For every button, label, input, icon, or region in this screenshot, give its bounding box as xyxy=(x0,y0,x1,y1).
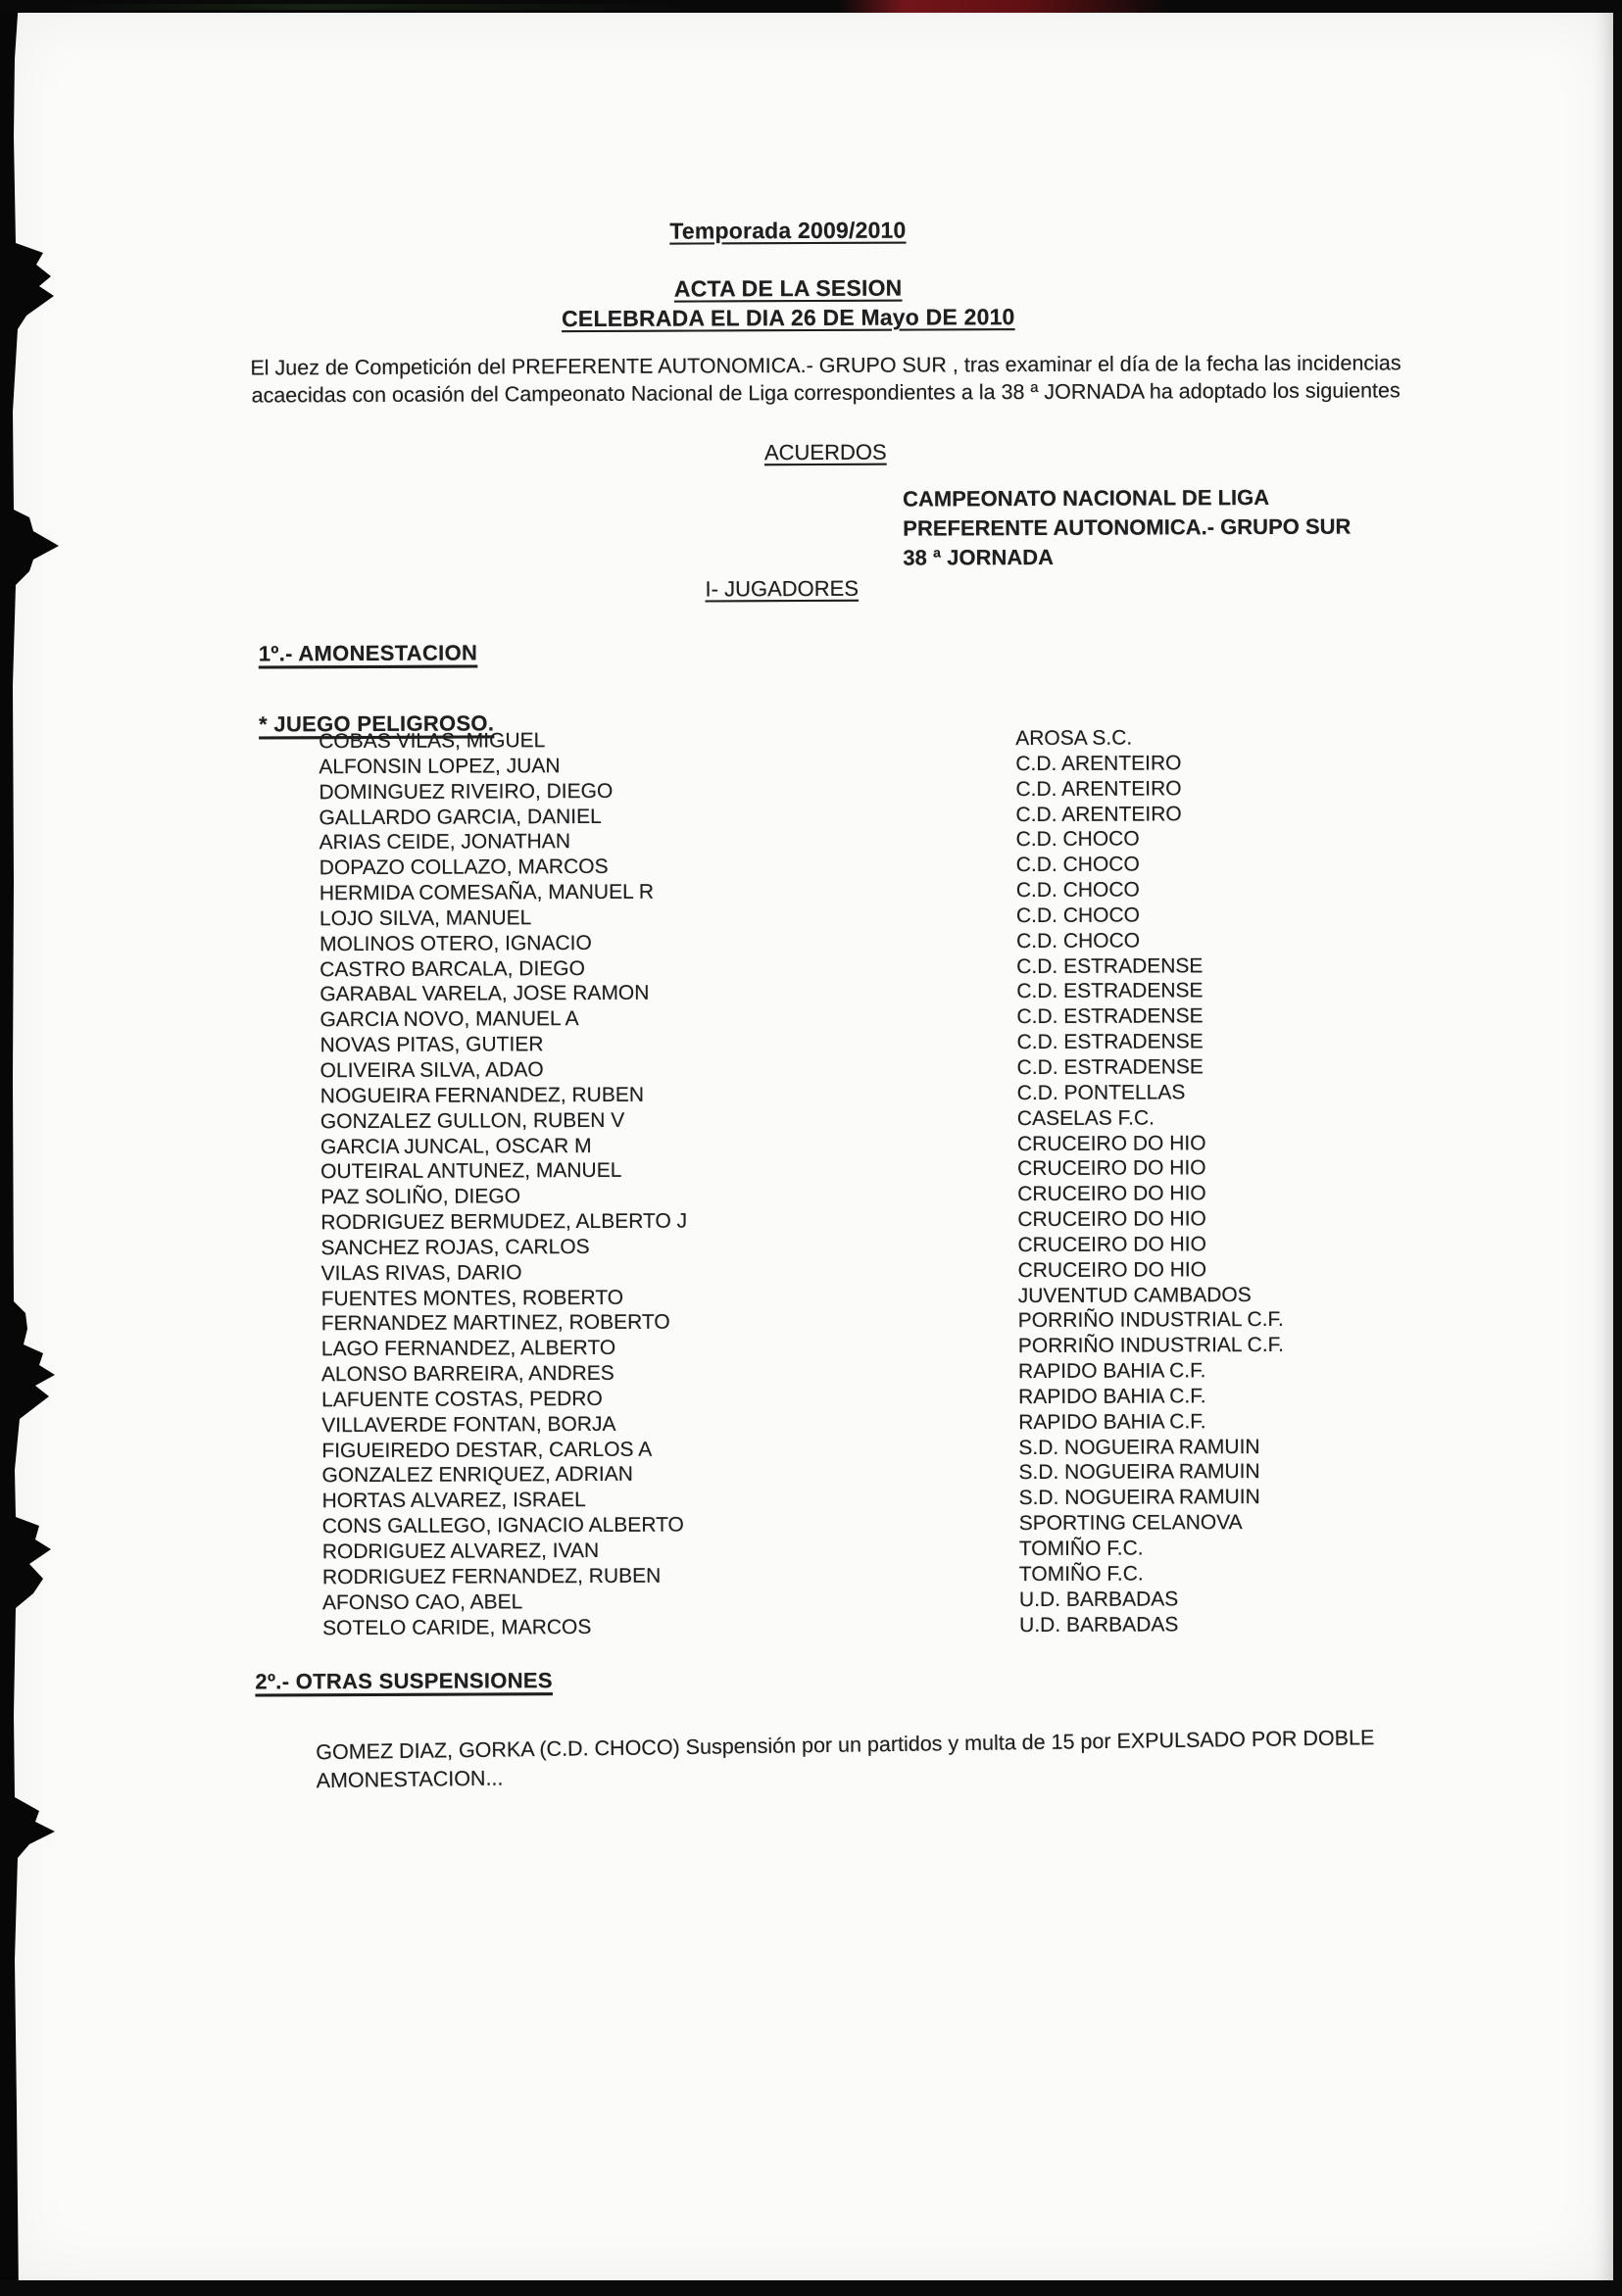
player-name: DOPAZO COLLAZO, MARCOS xyxy=(319,855,609,880)
players-section-heading: I- JUGADORES xyxy=(705,575,860,602)
player-name: RODRIGUEZ BERMUDEZ, ALBERTO J xyxy=(320,1209,688,1235)
club-name: C.D. ARENTEIRO xyxy=(1015,802,1182,826)
player-name: LOJO SILVA, MANUEL xyxy=(319,906,532,931)
club-name: CRUCEIRO DO HIO xyxy=(1017,1182,1206,1206)
club-name: JUVENTUD CAMBADOS xyxy=(1017,1283,1252,1307)
player-name: VILLAVERDE FONTAN, BORJA xyxy=(321,1412,616,1437)
player-name: FERNANDEZ MARTINEZ, ROBERTO xyxy=(320,1311,670,1336)
player-name: RODRIGUEZ FERNANDEZ, RUBEN xyxy=(321,1564,662,1589)
club-name: RAPIDO BAHIA C.F. xyxy=(1017,1359,1206,1384)
player-name: HORTAS ALVAREZ, ISRAEL xyxy=(321,1489,586,1513)
club-name: PORRIÑO INDUSTRIAL C.F. xyxy=(1017,1334,1285,1358)
club-name: SPORTING CELANOVA xyxy=(1018,1511,1243,1536)
scan-border-top xyxy=(0,0,1622,13)
club-name: PORRIÑO INDUSTRIAL C.F. xyxy=(1017,1308,1284,1333)
scan-streak-green xyxy=(59,4,686,10)
juego-peligroso-heading: * JUEGO PELIGROSO. xyxy=(259,710,495,737)
club-name: C.D. ESTRADENSE xyxy=(1016,1030,1204,1054)
player-name: OLIVEIRA SILVA, ADAO xyxy=(319,1058,544,1083)
club-name: C.D. ARENTEIRO xyxy=(1015,752,1182,775)
player-name: MOLINOS OTERO, IGNACIO xyxy=(319,931,592,955)
club-name: TOMIÑO F.C. xyxy=(1018,1562,1144,1586)
intro-line-2: acaecidas con ocasión del Campeonato Nacional de Liga correspondientes a la 38 ª JORNADA ha adoptado los siguientes xyxy=(251,378,1401,408)
club-name: C.D. CHOCO xyxy=(1015,904,1141,928)
club-name: C.D. CHOCO xyxy=(1015,853,1140,877)
scan-border-bottom xyxy=(0,2280,1622,2296)
player-name: GARCIA NOVO, MANUEL A xyxy=(319,1007,579,1032)
otras-suspensiones-heading: 2º.- OTRAS SUSPENSIONES xyxy=(255,1668,553,1694)
player-name: GONZALEZ ENRIQUEZ, ADRIAN xyxy=(321,1463,633,1488)
player-name: CONS GALLEGO, IGNACIO ALBERTO xyxy=(321,1513,684,1539)
club-name: U.D. BARBADAS xyxy=(1018,1588,1179,1611)
player-name: ARIAS CEIDE, JONATHAN xyxy=(319,830,571,855)
club-name: C.D. ESTRADENSE xyxy=(1016,979,1204,1003)
club-name: CRUCEIRO DO HIO xyxy=(1017,1156,1206,1181)
player-name: LAFUENTE COSTAS, PEDRO xyxy=(321,1387,603,1412)
player-name: ALFONSIN LOPEZ, JUAN xyxy=(319,754,561,779)
player-name: LAGO FERNANDEZ, ALBERTO xyxy=(320,1337,616,1361)
player-name: GONZALEZ GULLON, RUBEN V xyxy=(319,1108,625,1133)
club-name: S.D. NOGUEIRA RAMUIN xyxy=(1018,1435,1260,1459)
sanction-row xyxy=(322,1610,1499,1640)
torn-paper-edge xyxy=(0,0,69,2296)
club-name: RAPIDO BAHIA C.F. xyxy=(1018,1385,1206,1409)
player-name: DOMINGUEZ RIVEIRO, DIEGO xyxy=(319,779,614,804)
player-name: GALLARDO GARCIA, DANIEL xyxy=(319,805,602,829)
club-name: CASELAS F.C. xyxy=(1016,1106,1155,1130)
club-name: RAPIDO BAHIA C.F. xyxy=(1018,1410,1206,1434)
player-name: SOTELO CARIDE, MARCOS xyxy=(322,1615,592,1639)
player-name: VILAS RIVAS, DARIO xyxy=(320,1261,522,1285)
competition-line-3: 38 ª JORNADA xyxy=(903,544,1055,570)
club-name: CRUCEIRO DO HIO xyxy=(1017,1207,1206,1232)
club-name: C.D. ESTRADENSE xyxy=(1016,953,1204,978)
sanctions-list xyxy=(319,724,1499,1641)
competition-line-1: CAMPEONATO NACIONAL DE LIGA xyxy=(903,484,1270,512)
player-name: FUENTES MONTES, ROBERTO xyxy=(320,1286,624,1310)
player-name: HERMIDA COMESAÑA, MANUEL R xyxy=(319,880,655,905)
amonestacion-heading: 1º.- AMONESTACION xyxy=(258,640,478,666)
session-title: ACTA DE LA SESION xyxy=(673,274,903,302)
club-name: C.D. CHOCO xyxy=(1015,827,1140,852)
player-name: CASTRO BARCALA, DIEGO xyxy=(319,956,585,981)
player-name: PAZ SOLIÑO, DIEGO xyxy=(320,1185,521,1209)
club-name: U.D. BARBADAS xyxy=(1019,1612,1179,1637)
player-name: SANCHEZ ROJAS, CARLOS xyxy=(320,1235,590,1260)
club-name: AROSA S.C. xyxy=(1015,726,1133,751)
suspension-paragraph xyxy=(316,1724,1375,1794)
club-name: CRUCEIRO DO HIO xyxy=(1017,1233,1207,1256)
competition-line-2: PREFERENTE AUTONOMICA.- GRUPO SUR xyxy=(903,513,1352,541)
club-name: C.D. ARENTEIRO xyxy=(1015,777,1182,801)
competition-block xyxy=(903,483,1352,573)
acuerdos-heading: ACUERDOS xyxy=(763,439,887,465)
player-name: RODRIGUEZ ALVAREZ, IVAN xyxy=(321,1539,600,1564)
club-name: C.D. CHOCO xyxy=(1015,878,1140,903)
intro-paragraph xyxy=(0,348,1622,410)
intro-line-1: El Juez de Competición del PREFERENTE AUTONOMICA.- GRUPO SUR , tras examinar el día de la fecha las incidencias xyxy=(250,351,1401,380)
club-name: CRUCEIRO DO HIO xyxy=(1017,1257,1207,1282)
player-name: OUTEIRAL ANTUNEZ, MANUEL xyxy=(320,1159,622,1184)
suspension-line-2: AMONESTACION... xyxy=(316,1766,504,1792)
club-name: CRUCEIRO DO HIO xyxy=(1016,1131,1206,1155)
player-name: NOVAS PITAS, GUTIER xyxy=(319,1033,544,1057)
player-name: FIGUEIREDO DESTAR, CARLOS A xyxy=(321,1438,653,1462)
player-name: AFONSO CAO, ABEL xyxy=(321,1589,523,1614)
club-name: S.D. NOGUEIRA RAMUIN xyxy=(1018,1486,1260,1510)
player-name: GARABAL VARELA, JOSE RAMON xyxy=(319,982,650,1006)
club-name: S.D. NOGUEIRA RAMUIN xyxy=(1018,1460,1260,1485)
club-name: C.D. CHOCO xyxy=(1016,929,1141,953)
scan-border-right xyxy=(1613,0,1622,2296)
club-name: C.D. PONTELLAS xyxy=(1016,1081,1186,1104)
player-name: GARCIA JUNCAL, OSCAR M xyxy=(319,1134,592,1158)
scan-streak-red xyxy=(838,0,1171,13)
suspension-line-1: GOMEZ DIAZ, GORKA (C.D. CHOCO) Suspensión por un partidos y multa de 15 por EXPULSADO POR DOBLE xyxy=(316,1726,1375,1765)
player-name: ALONSO BARREIRA, ANDRES xyxy=(320,1361,614,1387)
club-name: C.D. ESTRADENSE xyxy=(1016,1004,1204,1029)
club-name: C.D. ESTRADENSE xyxy=(1016,1055,1204,1080)
player-name: COBAS VILAS, MIGUEL xyxy=(319,729,546,754)
season-heading: Temporada 2009/2010 xyxy=(669,217,907,244)
club-name: TOMIÑO F.C. xyxy=(1018,1537,1144,1561)
player-name: NOGUEIRA FERNANDEZ, RUBEN xyxy=(319,1083,645,1108)
session-subtitle: CELEBRADA EL DIA 26 DE Mayo DE 2010 xyxy=(562,304,1015,332)
